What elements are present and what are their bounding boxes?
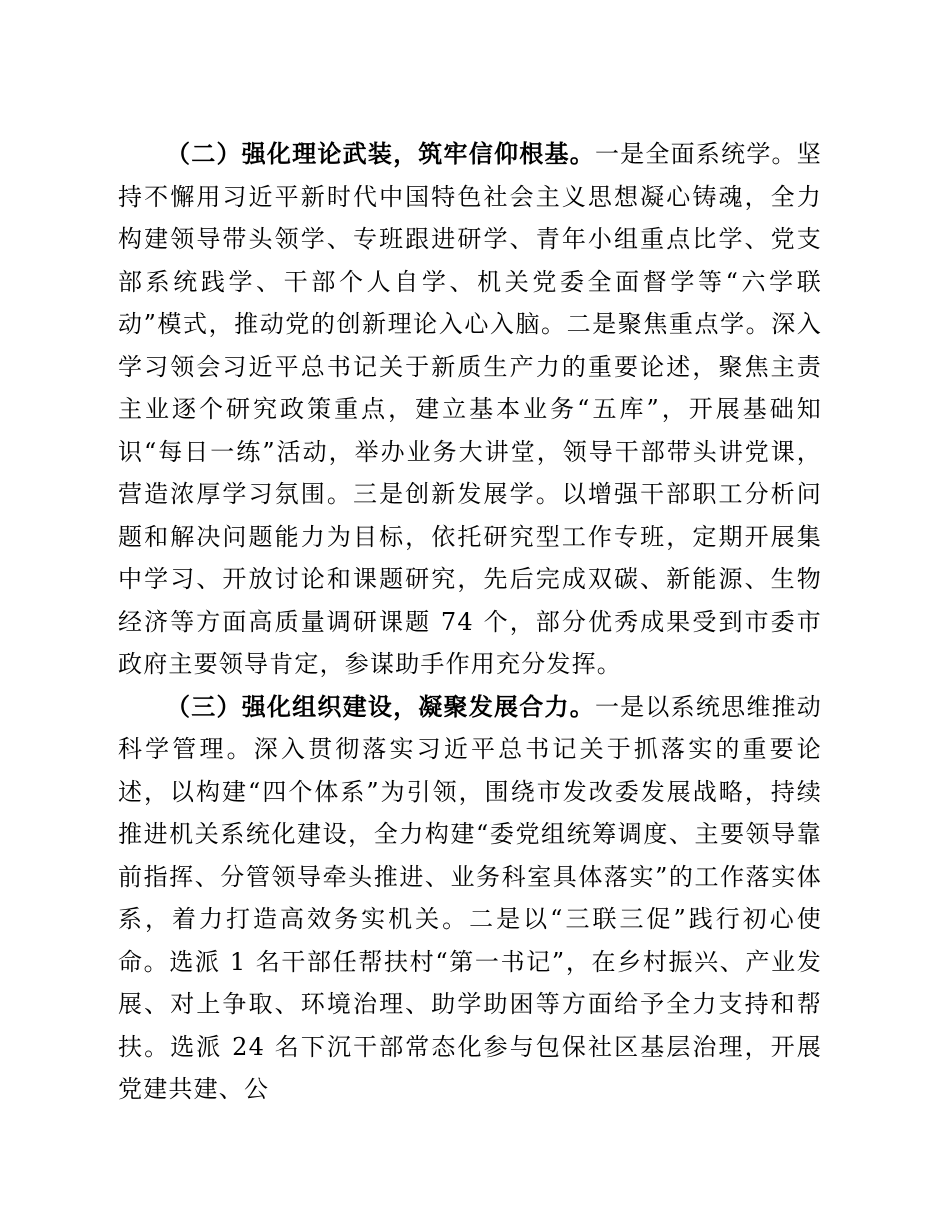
paragraph-theory-study xyxy=(118,133,822,686)
section-heading-3: （三）强化组织建设，凝聚发展合力。 xyxy=(166,691,595,721)
section-heading-2: （二）强化理论武装，筑牢信仰根基。 xyxy=(166,139,595,168)
paragraph-text: 一是以系统思维推动科学管理。深入贯彻落实习近平总书记关于抓落实的重要论述，以构建“四个体系”为引领，围绕市发改委发展战略，持续推进机关系统化建设，全力构建“委党组统筹调度、主要领导靠前指挥、分管领导牵头推进、业务科室具体落实”的工作落实体系，着力打造高效务实机关。二是以“三联三促”践行初心使命。选派 1 名干部任帮扶村“第一书记”，在乡村振兴、产业发展、对上争取、环境治理、助学助困等方面给予全力支持和帮扶。选派 24 名下沉干部常态化参与包保社区基层治理，开展党建共建、公 xyxy=(118,692,822,1103)
paragraph-organization-building xyxy=(118,686,822,1111)
paragraph-text: 一是全面系统学。坚持不懈用习近平新时代中国特色社会主义思想凝心铸魂，全力构建领导带头领学、专班跟进研学、青年小组重点比学、党支部系统践学、干部个人自学、机关党委全面督学等“六学联动”模式，推动党的创新理论入心入脑。二是聚焦重点学。深入学习领会习近平总书记关于新质生产力的重要论述，聚焦主责主业逐个研究政策重点，建立基本业务“五库”，开展基础知识“每日一练”活动，举办业务大讲堂，领导干部带头讲党课，营造浓厚学习氛围。三是创新发展学。以增强干部职工分析问题和解决问题能力为目标，依托研究型工作专班，定期开展集中学习、开放讨论和课题研究，先后完成双碳、新能源、生物经济等方面高质量调研课题 74 个，部分优秀成果受到市委市政府主要领导肯定，参谋助手作用充分发挥。 xyxy=(118,140,822,678)
document-body xyxy=(118,133,822,1111)
